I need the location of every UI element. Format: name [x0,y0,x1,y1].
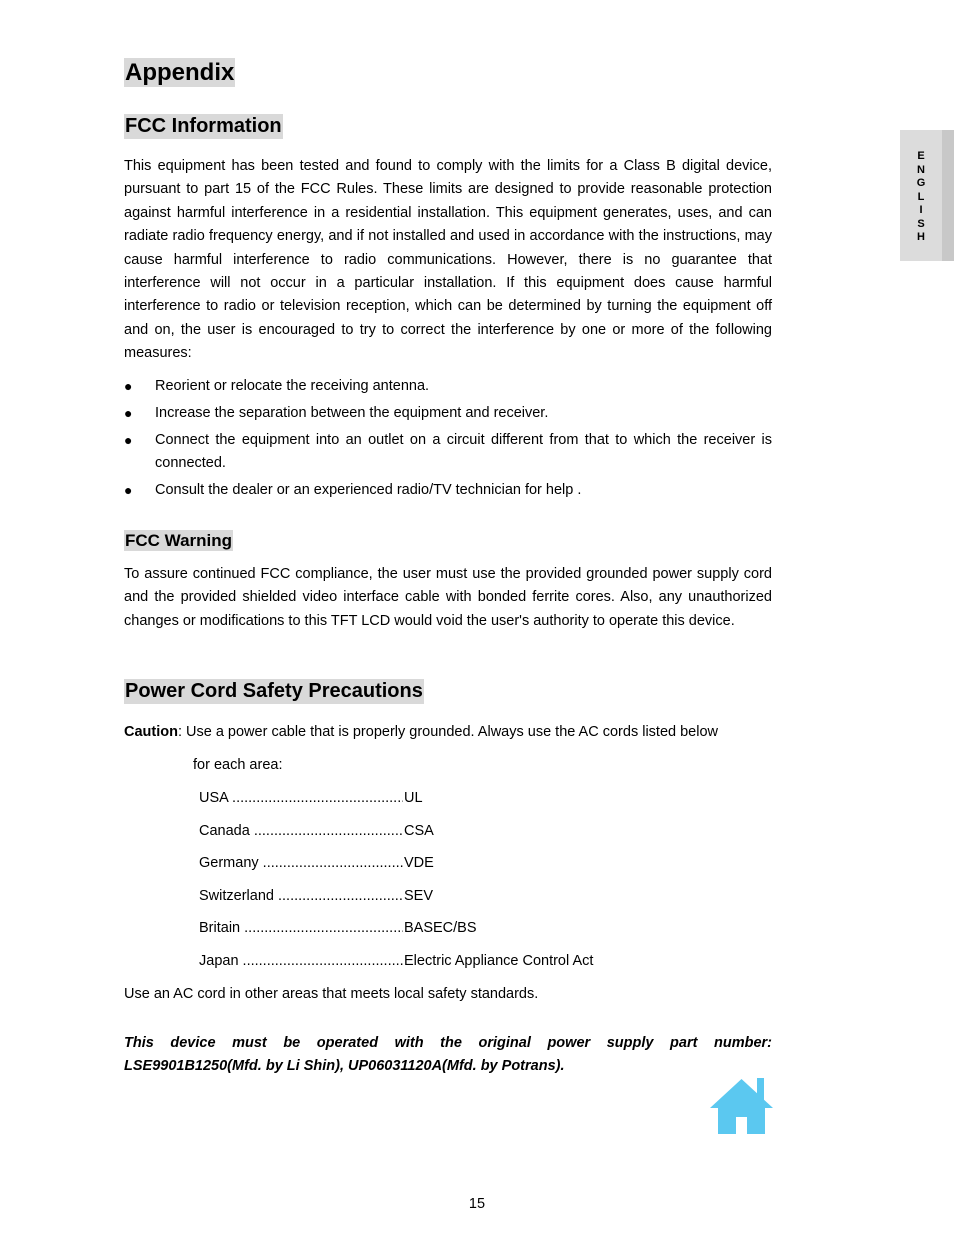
home-icon[interactable] [709,1077,774,1135]
fcc-information-heading: FCC Information [125,115,282,137]
power-cord-heading: Power Cord Safety Precautions [125,680,423,702]
cord-country: USA ..... [199,787,403,810]
bullet-icon: ● [124,378,133,394]
cord-country: Germany ..... [199,852,403,875]
cord-country: Britain ..... [199,917,403,940]
language-tab[interactable] [900,130,954,261]
cord-standard: UL [404,787,423,810]
language-letter: N [917,163,925,176]
language-letter: S [917,217,925,230]
caution-text: : Use a power cable that is properly grounded. Always use the AC cords listed below [177,724,718,740]
list-item [124,402,772,425]
cord-standard: VDE [404,852,434,875]
other-areas-text: Use an AC cord in other areas that meets local safety standards. [124,986,539,1002]
language-tab-label [900,150,942,245]
measure-text: Increase the separation between the equipment and receiver. [155,405,549,421]
language-letter: H [917,231,925,243]
cord-country: Canada ..... [199,820,403,843]
caution-line [124,721,718,744]
power-supply-notice: This device must be operated with the original power supply part number: LSE9901B1250(Mfd. by Li Shin), UP06031120A(Mfd. by Potrans). [124,1035,772,1075]
measure-text: Connect the equipment into an outlet on a circuit different from that to which the receiver is connected. [155,432,772,472]
cord-standard: BASEC/BS [404,917,477,940]
cord-standard: SEV [404,885,433,908]
caution-continuation: for each area: [193,757,283,773]
list-item [124,479,772,502]
cord-standard: Electric Appliance Control Act [404,950,593,973]
fcc-warning-heading: FCC Warning [125,531,233,550]
cord-country: Switzerland ..... [199,885,403,908]
language-letter: L [917,190,925,203]
cord-country: Japan ..... [199,950,403,973]
fcc-warning-body: To assure continued FCC compliance, the user must use the provided grounded power supply cord and the provided shielded video interface cable with bonded ferrite cores. Also, any unauthorized changes or modifications to this TFT LCD would void the user's authority to operate this device. [124,566,772,629]
list-item [124,375,772,398]
language-letter: G [916,177,926,189]
bullet-icon: ● [124,482,133,499]
list-item [124,429,772,476]
page-title: Appendix [125,59,235,86]
measures-list [124,375,772,506]
bullet-icon: ● [124,405,133,421]
language-tab-face [900,130,942,261]
measure-text: Reorient or relocate the receiving antenna. [155,378,430,394]
language-letter: I [919,204,923,216]
language-letter: E [917,150,925,162]
fcc-information-body: This equipment has been tested and found to comply with the limits for a Class B digital device, pursuant to part 15 of the FCC Rules. These limits are designed to provide reasonable protection against harmful interference in a residential installation. This equipment generates, uses, and can radiate radio frequency energy, and if not installed and used in accordance with the instructions, may cause harmful interference to radio communications. However, there is no guarantee that interference will not occur in a particular installation. If this equipment does cause harmful interference to radio or television reception, which can be determined by turning the equipment off and on, the user is encouraged to try to correct the interference by one or more of the following measures: [124,158,772,362]
cord-standard: CSA [404,820,434,843]
bullet-icon: ● [124,432,133,448]
measure-text: Consult the dealer or an experienced radio/TV technician for help . [155,482,582,499]
page-number: 15 [468,1196,486,1212]
caution-label: Caution [124,724,178,740]
